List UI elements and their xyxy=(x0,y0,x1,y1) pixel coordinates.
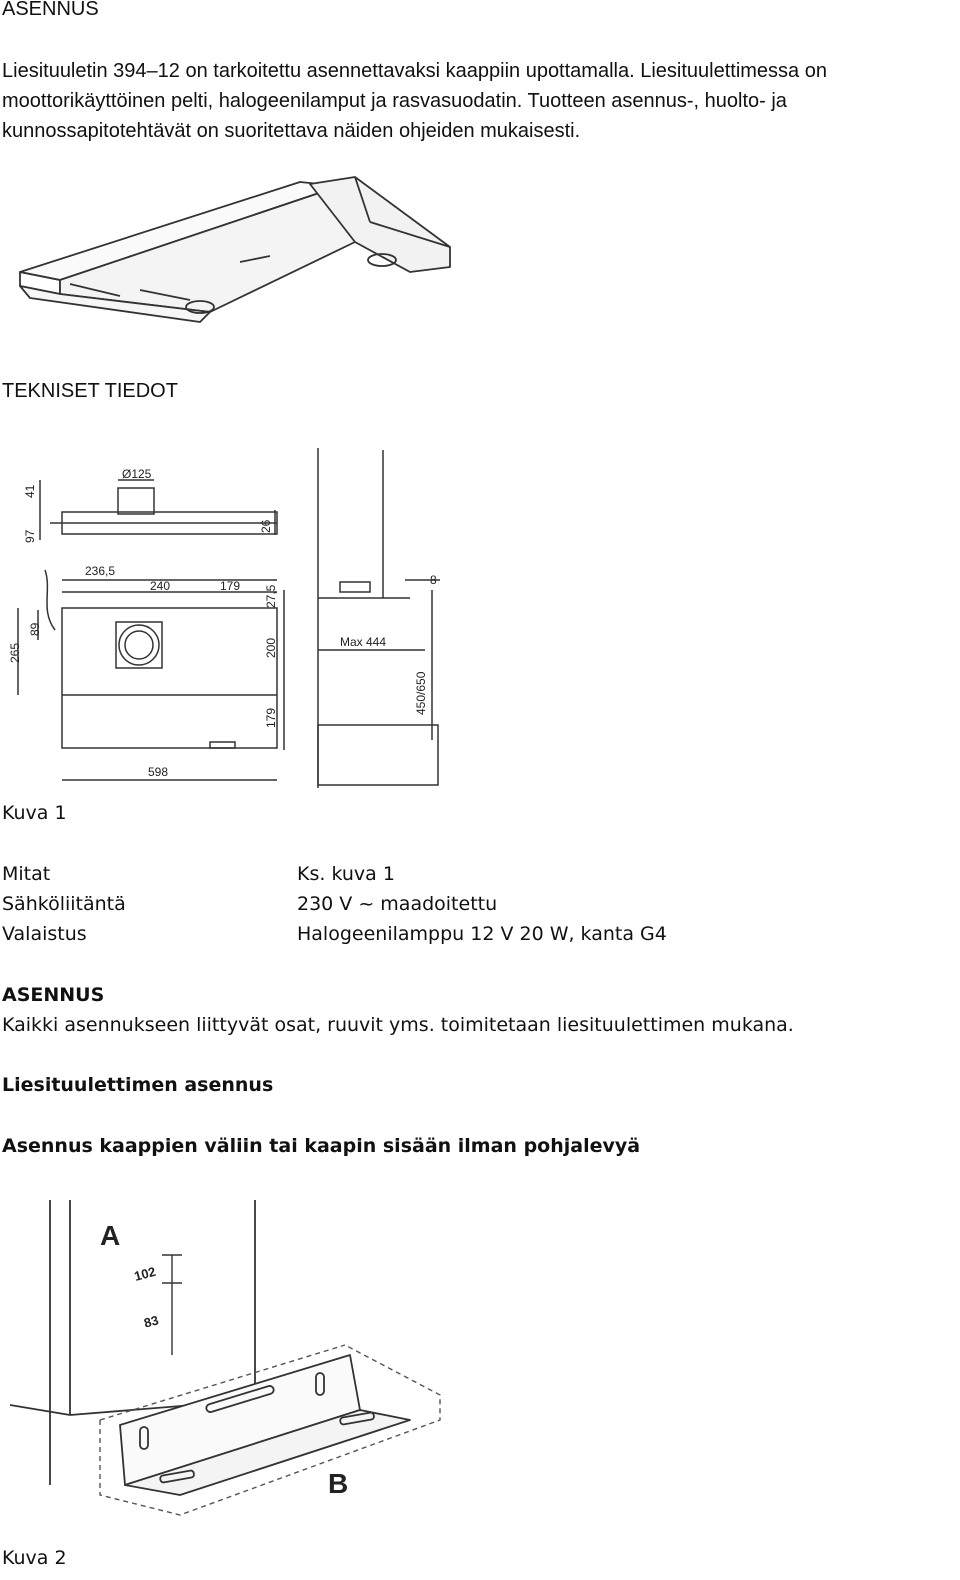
dim-26: 26 xyxy=(259,519,273,533)
dim-240: 240 xyxy=(150,579,171,593)
dim-diameter: Ø125 xyxy=(122,467,152,481)
section2-heading: ASENNUS xyxy=(2,984,105,1006)
subheading: Liesituulettimen asennus xyxy=(2,1074,274,1096)
spec-label: Mitat xyxy=(2,863,51,885)
label-a: A xyxy=(100,1220,121,1251)
spec-label: Valaistus xyxy=(2,923,87,945)
intro-line: moottorikäyttöinen pelti, halogeenilamput ja rasvasuodatin. Tuotteen asennus-, huolto- ja xyxy=(2,90,787,112)
dim-83: 83 xyxy=(142,1312,161,1331)
intro-line: kunnossapitotehtävät on suoritettava näiden ohjeiden mukaisesti. xyxy=(2,120,581,142)
dim-179-top: 179 xyxy=(220,579,241,593)
spec-value: Halogeenilamppu 12 V 20 W, kanta G4 xyxy=(297,923,667,945)
section-heading: ASENNUS xyxy=(2,0,99,20)
spec-label: Sähköliitäntä xyxy=(2,893,126,915)
hood-illustration xyxy=(10,172,460,342)
dim-max: Max 444 xyxy=(340,635,387,649)
dimension-drawing xyxy=(0,440,460,800)
spec-value: 230 V ~ maadoitettu xyxy=(297,893,498,915)
dim-200: 200 xyxy=(264,637,278,658)
figure1-caption: Kuva 1 xyxy=(2,802,67,824)
dim-179-bottom: 179 xyxy=(264,707,278,728)
subheading: Asennus kaappien väliin tai kaapin sisään ilman pohjalevyä xyxy=(2,1135,641,1157)
dim-598: 598 xyxy=(148,765,169,779)
dim-450-650: 450/650 xyxy=(414,671,428,715)
intro-paragraph xyxy=(2,56,960,146)
dim-102: 102 xyxy=(132,1263,158,1284)
spec-value: Ks. kuva 1 xyxy=(297,863,395,885)
dim-27: 27,5 xyxy=(264,584,278,608)
tech-heading: TEKNISET TIEDOT xyxy=(2,380,178,402)
figure2-caption: Kuva 2 xyxy=(2,1547,67,1569)
dim-265: 265 xyxy=(8,642,22,663)
dim-41: 41 xyxy=(23,484,37,498)
mounting-illustration xyxy=(0,1195,470,1540)
label-b: B xyxy=(328,1468,349,1499)
intro-line: Liesituuletin 394–12 on tarkoitettu asennettavaksi kaappiin upottamalla. Liesituulettimessa on xyxy=(2,60,827,82)
dim-236: 236,5 xyxy=(85,564,116,578)
dim-8: 8 xyxy=(430,573,437,587)
section2-text: Kaikki asennukseen liittyvät osat, ruuvit yms. toimitetaan liesituulettimen mukana. xyxy=(2,1014,794,1036)
dim-97: 97 xyxy=(23,529,37,543)
dim-89: 89 xyxy=(28,622,42,636)
